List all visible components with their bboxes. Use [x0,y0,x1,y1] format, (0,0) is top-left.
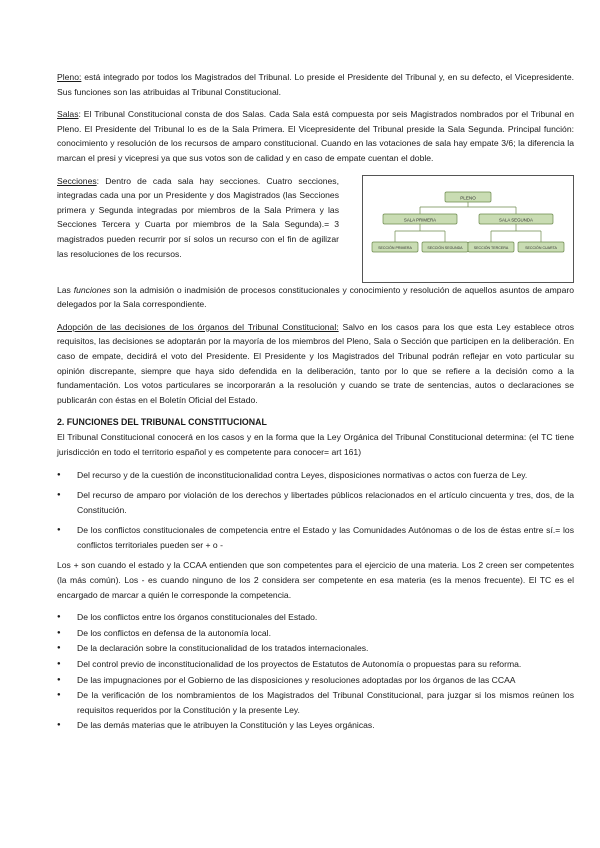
list-item: ● De los conflictos entre los órganos constitucionales del Estado. [57,610,574,625]
pleno-text: está integrado por todos los Magistrados del Tribunal. Lo preside el Presidente del Tribunal y, en su defecto, el Vicepresidente. Sus funciones son las atribuidas al Tribunal Constitucional. [57,72,574,97]
secciones-text: : Dentro de cada sala hay secciones. Cuatro secciones, integradas cada una por un Presidente y dos Magistrados (las Secciones primera y Segunda integradas por miembros de la Sala Primera y las Secciones Tercera y Cuarta por miembros de la Sala Segunda).= 3 magistrados pueden recurrir por sí solos un recurso con el fin de agilizar las resoluciones de los recursos. [57,175,339,259]
list-item: ● Del recurso de amparo por violación de los derechos y libertades públicos relacionados en el artículo cincuenta y tres, dos, de la Constitución. [57,488,574,517]
document-page [57,70,574,734]
conflicts-paragraph: Los + son cuando el estado y la CCAA entienden que son competentes para el ejercicio de una materia. Los 2 creen ser competentes (la más común). Los - es cuando ninguno de los 2 considera ser competente en esa materia (es la menos frecuente). El TC es el encargado de marcar a quién le corresponde la competencia. [57,560,574,600]
salas-paragraph [57,107,574,165]
list-item: ● De los conflictos en defensa de la autonomía local. [57,626,574,641]
section-intro: El Tribunal Constitucional conocerá en los casos y en la forma que la Ley Orgánica del Tribunal Constitucional determina: (el TC tiene jurisdicción en todo el territorio español y es competente para conocer= art 161) [57,432,574,457]
diagram-label-top: PLENO [460,194,476,200]
diagram-svg [363,176,573,282]
list-item: ● Del control previo de inconstitucionalidad de los proyectos de Estatutos de Autonomía o propuestas para su reforma. [57,657,574,672]
adopcion-text: Salvo en los casos para los que esta Ley establece otros requisitos, las decisiones se adoptarán por la mayoría de los miembros del Pleno, Sala o Sección que participen en la deliberación. En caso de empate, decidirá el voto del Presidente. El Presidente y los Magistrados del Tribunal podrán reflejar en voto particular su opinión discrepante, siempre que haya sido defendida en la deliberación, tanto por lo que se refiere a la decisión como a la fundamentación. Los votos particulares se incorporarán a la resolución y cuando se trate de sentencias, autos o declaraciones se publicarán con éstas en el Boletín Oficial del Estado. [57,321,574,405]
funciones-paragraph [57,283,574,312]
funciones-post: son la admisión o inadmisión de procesos constitucionales y conocimiento y resolución de aquellos asuntos de amparo delegados por la Sala correspondiente. [57,284,574,310]
otras-competencias-list [57,610,574,733]
competencias-list [57,468,574,553]
list-item: ● De la verificación de los nombramientos de los Magistrados del Tribunal Constitucional, para juzgar si los mismos reúnen los requisitos requeridos por la Constitución y la presente Ley. [57,688,574,717]
adopcion-label: Adopción de las decisiones de los órganos del Tribunal Constitucional: [57,321,339,332]
diagram-label-seccion-segunda: SECCIÓN SEGUNDA [427,245,463,250]
diagram-label-seccion-cuarta: SECCIÓN CUARTA [525,245,557,250]
list-item: ● De los conflictos constitucionales de competencia entre el Estado y las Comunidades Autónomas o de los de éstas entre sí.= los conflictos territoriales pueden ser + o - [57,523,574,552]
secciones-block [57,174,574,283]
pleno-label: Pleno: [57,72,82,82]
funciones-pre: Las [57,284,74,295]
salas-text: : El Tribunal Constitucional consta de dos Salas. Cada Sala está compuesta por seis Magistrados nombrados por el Tribunal en Pleno. El Presidente del Tribunal lo es de la Sala Primera. El Vicepresidente del Tribunal preside la Sala Segunda. Principal función: conocimiento y resolución de los recursos de amparo constitucional. Cuando en las votaciones de sala hay empate 3/6; la diferencia la marcan el presi y vicepresi ya que sus votos son de calidad y en caso de empate cuentan el doble. [57,109,574,163]
funciones-emphasis: funciones [73,284,111,295]
secciones-label: Secciones [57,175,97,186]
list-item: ● De las impugnaciones por el Gobierno de las disposiciones y resoluciones adoptadas por los órganos de las CCAA [57,673,574,688]
list-item: ● De las demás materias que le atribuyen la Constitución y las Leyes orgánicas. [57,718,574,733]
pleno-paragraph [57,70,574,99]
salas-label: Salas [57,109,79,120]
list-item: ● Del recurso y de la cuestión de inconstitucionalidad contra Leyes, disposiciones normativas o actos con fuerza de Ley. [57,468,574,483]
diagram-label-sala-primera: SALA PRIMERA [403,216,437,222]
section-heading: 2. FUNCIONES DEL TRIBUNAL CONSTITUCIONAL [57,417,267,428]
adopcion-paragraph [57,320,574,408]
diagram-label-seccion-primera: SECCIÓN PRIMERA [378,245,412,250]
secciones-paragraph [57,174,339,262]
organization-diagram [362,175,574,283]
list-item: ● De la declaración sobre la constitucionalidad de los tratados internacionales. [57,641,574,656]
diagram-label-seccion-tercera: SECCIÓN TERCERA [473,245,509,250]
diagram-label-sala-segunda: SALA SEGUNDA [499,216,533,222]
